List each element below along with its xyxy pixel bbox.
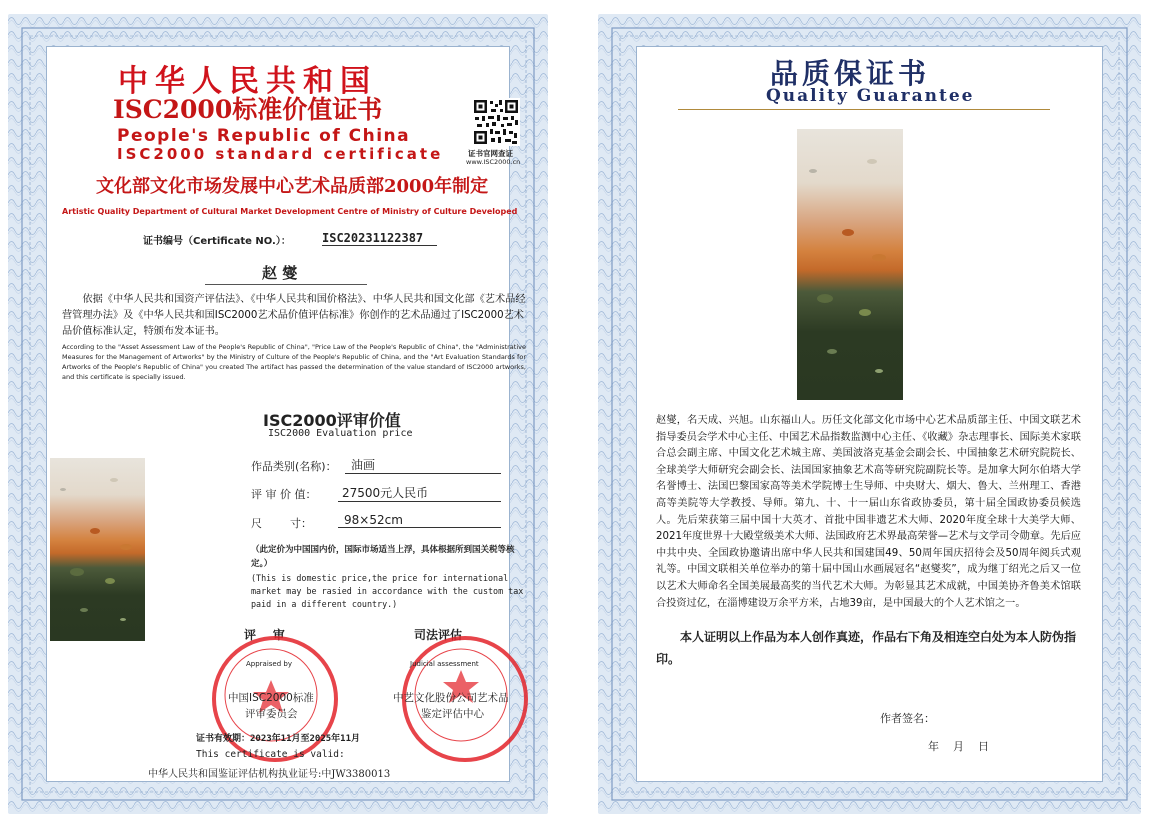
price-value: 27500元人民币 [338, 484, 501, 502]
title-english-certificate: ISC2000 standard certificate [117, 145, 444, 163]
qr-caption: 证书官网查证 [468, 149, 513, 158]
evaluation-subtitle: ISC2000 Evaluation price [268, 428, 413, 439]
price-note-english: (This is domestic price,the price for international market may be rasied in accordance with the custom tax paid in a different country.) [251, 573, 524, 609]
guarantee-title: 品质保证书 [770, 57, 931, 90]
size-value: 98×52cm [338, 513, 501, 528]
artist-name: 赵 燮 [262, 264, 298, 282]
firm-name-line1: 中艺文化股份公司艺术品 [393, 692, 509, 704]
validity-english: This certificate is valid: [196, 749, 345, 760]
artist-biography: 赵燮，名天成、兴旭。山东福山人。历任文化部文化市场中心艺术品质部主任、中国文联艺术指导委员会学术中心主任、中国艺术品指数监测中心主任、《收藏》杂志理事长、国际美术家联合总会副主席、中国文化艺术城主席、美国波洛克基金会副会长、中国抽象艺术研究院院长、全球美学大师研究会副会长、法国国家抽象艺术高等研究院副院长等。是加拿大阿尔伯塔大学名誉博士、法国巴黎国家高等美术学院博士生导师、中央财大、烟大、鲁大、兰州理工、香港高等美院等大学教授、导师。第九、十、十一届山东省政协委员，第十届全国政协委员候选人。先后荣获第三届中国十大英才、首批中国非遗艺术大师、2020年度全球十大美学大师、2021年度世界十大殿堂级美术大师、法国政府艺术界最高荣誉—艺术与文学司令勋章。先后应中共中央、全国政协邀请出席中华人民共和国建国49、50周年国庆招待会及50周年阅兵式观礼等。中国文联相关单位举办的第十届中国山水画展冠名“赵燮奖”，成为继丁绍光之后又一位以艺术大师命名全国美展最高奖的当代艺术大师。为彰显其艺术成就，中国美协齐鲁美术馆联合投资过亿，在淄博建设万余平方米，占地39亩，是中国最大的个人艺术馆之一。 [656, 415, 1081, 609]
intro-english: According to the "Asset Assessment Law of the People's Republic of China", "Price Law of the People's Republic of China", the "Administrative Measures for the Management of Artworks" by the Ministry of Culture of the People's Republic of China, and the "Art Evaluation Standards for Artworks of the People's Republic of China" you created The artifact has passed the determination of the value standard of ISC2000 artworks, and this certificate is specially issued. [62, 343, 526, 381]
judicial-assessment-label: Judicial assessment [410, 660, 479, 668]
appraised-by-label: Appraised by [246, 660, 292, 668]
judicial-label: 司法评估 [414, 628, 463, 642]
artist-name-underline [205, 284, 367, 285]
title-country: 中华人民共和国 [118, 64, 377, 99]
qr-code-icon[interactable] [472, 98, 520, 146]
signature-date: 年 月 日 [928, 740, 989, 753]
authenticity-statement: 本人证明以上作品为本人创作真迹，作品右下角及相连空白处为本人防伪指印。 [656, 630, 1077, 666]
category-value: 油画 [345, 456, 501, 474]
license-number: 中华人民共和国鉴证评估机构执业证号:中JW3380013 [148, 769, 391, 780]
validity-chinese: 证书有效期：2023年11月至2025年11月 [196, 734, 361, 744]
title-isc-certificate: ISC2000标准价值证书 [113, 95, 383, 124]
firm-name-line2: 鉴定评估中心 [421, 708, 484, 720]
committee-name-line2: 评审委员会 [245, 708, 298, 720]
guarantee-title-english: Quality Guarantee [766, 86, 975, 106]
review-label: 评 审 [244, 628, 285, 642]
qr-url[interactable]: www.ISC2000.cn [466, 158, 521, 166]
certificate-number: ISC20231122387 [322, 231, 437, 246]
department-title: 文化部文化市场发展中心艺术品质部2000年制定 [96, 176, 489, 197]
artwork-image-large [797, 129, 903, 400]
title-english-country: People's Republic of China [117, 126, 411, 146]
department-english: Artistic Quality Department of Cultural Market Development Centre of Ministry of Culture Developed [62, 207, 518, 216]
price-note-chinese: （此定价为中国国内价，国际市场适当上浮，具体根据所到国关税等核定。） [251, 545, 515, 569]
signature-label: 作者签名： [880, 712, 935, 725]
certificate-number-label: 证书编号（Certificate NO.）： [143, 236, 291, 247]
committee-name-line1: 中国ISC2000标准 [228, 692, 314, 704]
size-label: 尺 寸： [251, 517, 312, 530]
title-divider [678, 109, 1050, 110]
price-label: 评 审 价 值： [251, 488, 317, 501]
evaluation-title: ISC2000评审价值 [263, 411, 401, 430]
artwork-image [50, 458, 145, 641]
category-label: 作品类别(名称)： [251, 460, 337, 473]
intro-chinese: 依据《中华人民共和国资产评估法》、《中华人民共和国价格法》、中华人民共和国文化部《艺术品经营管理办法》及《中华人民共和国ISC2000艺术品价值评估标准》你创作的艺术品通过了ISC2000艺术品价值标准认定，特颁布发本证书。 [62, 294, 526, 337]
